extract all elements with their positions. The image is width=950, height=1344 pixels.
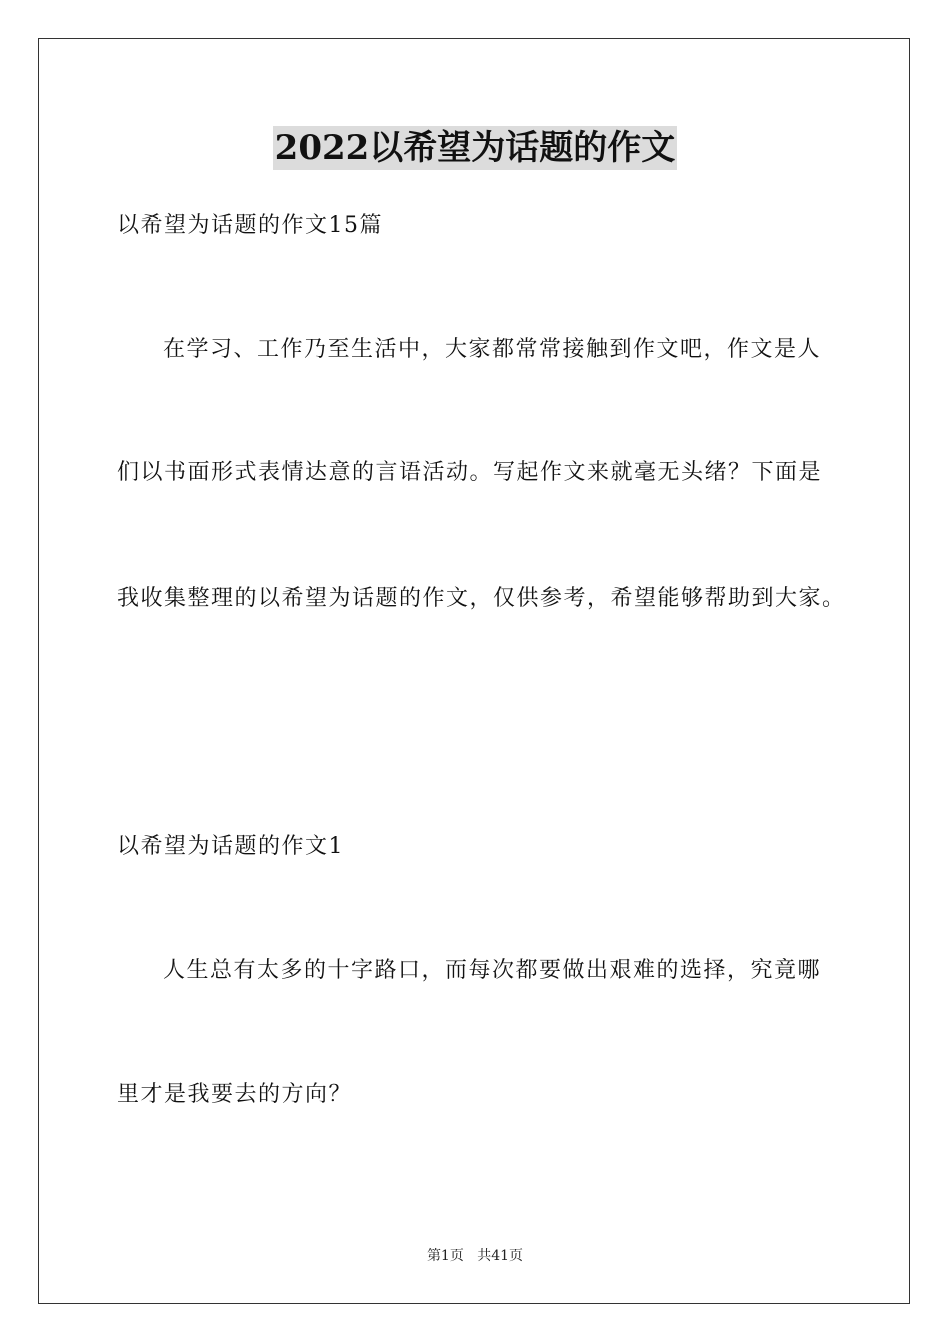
document-subtitle: 以希望为话题的作文15篇 — [117, 213, 383, 238]
page-total: 共41页 — [477, 1248, 524, 1264]
document-title: 2022以希望为话题的作文 — [274, 128, 676, 168]
intro-line-2: 们以书面形式表情达意的言语活动。写起作文来就毫无头绪？下面是 — [117, 460, 823, 485]
page-footer — [0, 1247, 950, 1265]
intro-line-1: 在学习、工作乃至生活中，大家都常常接触到作文吧，作文是人 — [163, 337, 822, 362]
page-number: 第1页 — [426, 1248, 464, 1264]
section-heading: 以希望为话题的作文1 — [117, 834, 344, 859]
section-line-1: 人生总有太多的十字路口，而每次都要做出艰难的选择，究竟哪 — [163, 958, 822, 983]
intro-line-3: 我收集整理的以希望为话题的作文，仅供参考，希望能够帮助到大家。 — [117, 586, 846, 611]
section-line-2: 里才是我要去的方向？ — [117, 1082, 353, 1107]
title-container — [0, 126, 950, 170]
